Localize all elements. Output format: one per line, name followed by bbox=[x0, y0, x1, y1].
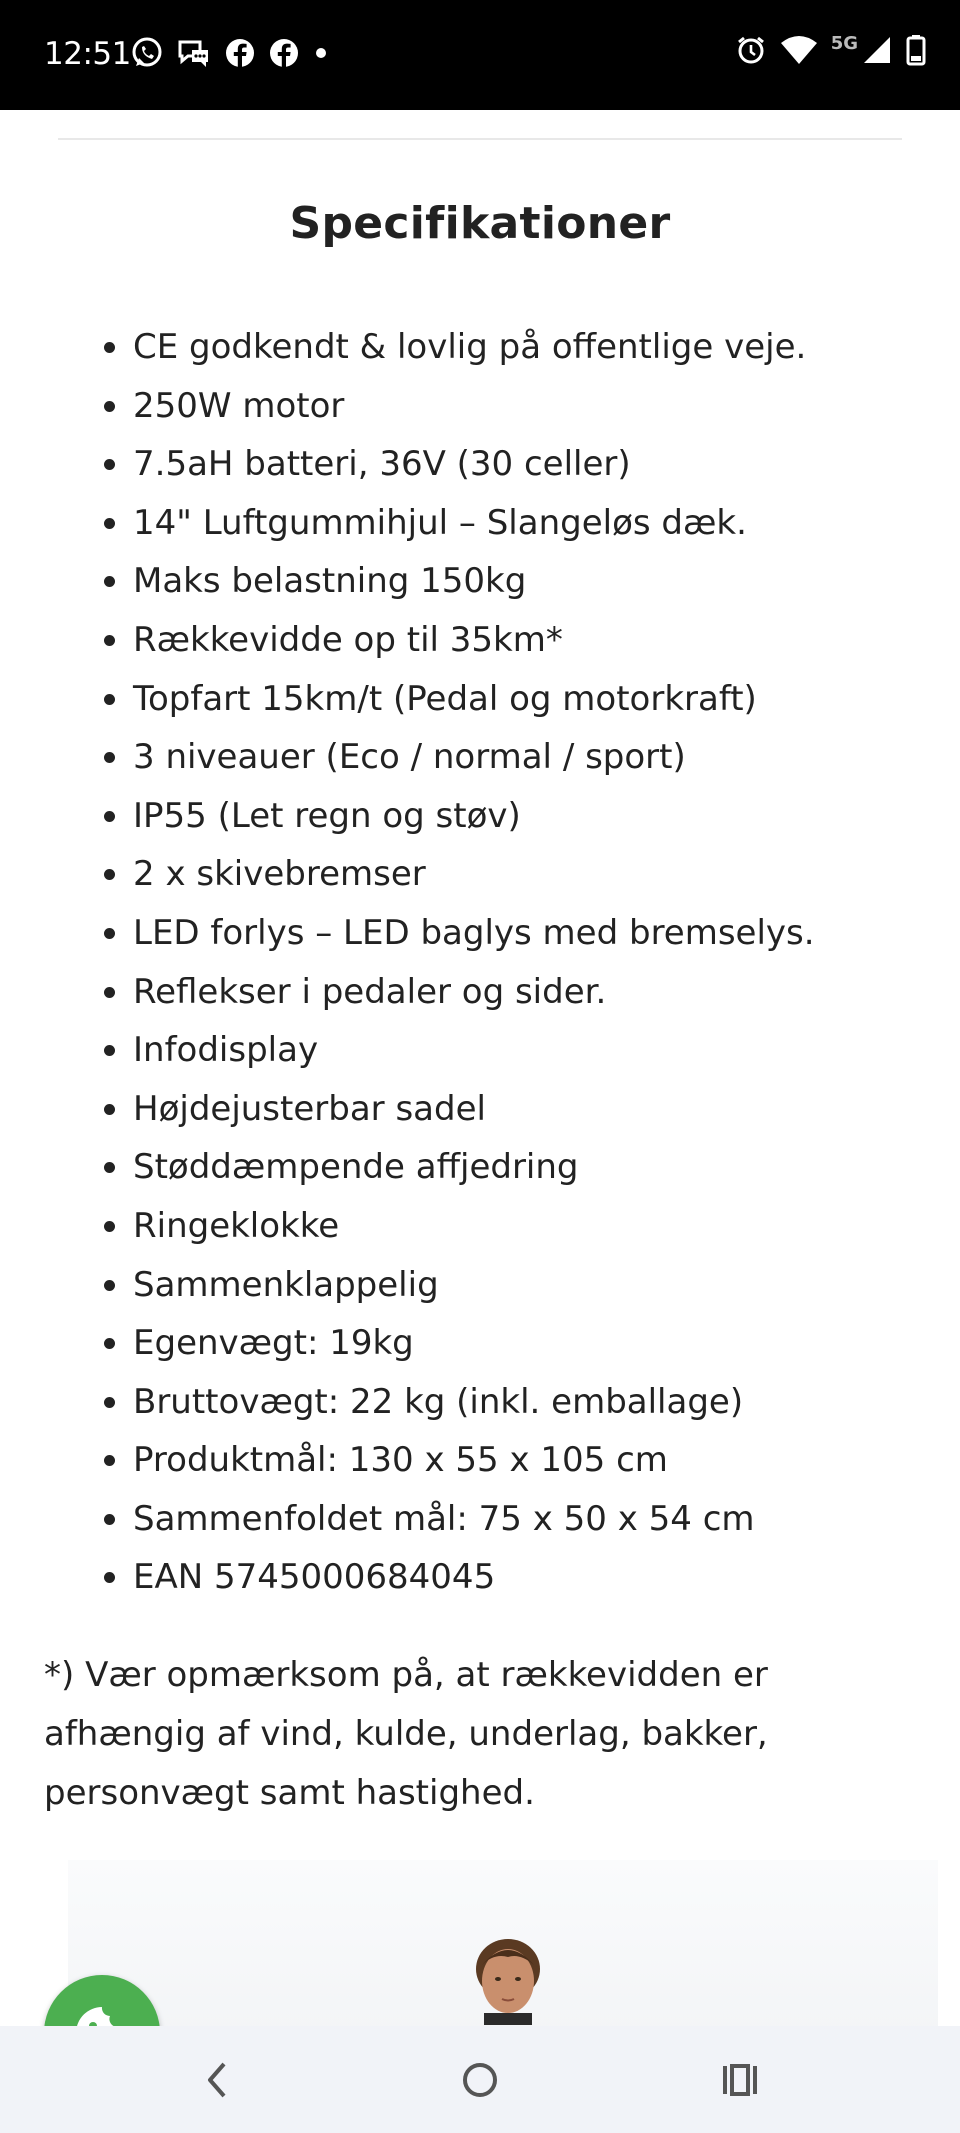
spec-item bbox=[0, 1256, 815, 1315]
spec-text: LED forlys – LED baglys med bremselys. bbox=[133, 912, 815, 953]
spec-text: IP55 (Let regn og støv) bbox=[133, 795, 521, 836]
spec-item bbox=[0, 1314, 815, 1373]
facebook-icon bbox=[268, 37, 300, 69]
bullet-icon bbox=[104, 1455, 115, 1466]
bullet-icon bbox=[104, 576, 115, 587]
spec-item bbox=[0, 1021, 815, 1080]
bullet-icon bbox=[104, 1221, 115, 1232]
spec-item bbox=[0, 1138, 815, 1197]
bullet-icon bbox=[104, 869, 115, 880]
spec-text: 2 x skivebremser bbox=[133, 854, 426, 895]
bullet-icon bbox=[104, 1572, 115, 1583]
spec-item bbox=[0, 787, 815, 846]
cookie-icon bbox=[71, 2002, 133, 2026]
whatsapp-icon bbox=[130, 36, 164, 70]
back-button[interactable] bbox=[187, 2052, 247, 2108]
spec-text: Ringeklokke bbox=[133, 1205, 340, 1246]
spec-item bbox=[0, 845, 815, 904]
spec-text: 14" Luftgummihjul – Slangeløs dæk. bbox=[133, 502, 747, 543]
status-time: 12:51 bbox=[44, 36, 131, 72]
spec-item bbox=[0, 1431, 815, 1490]
spec-item bbox=[0, 963, 815, 1022]
home-button[interactable] bbox=[450, 2052, 510, 2108]
bullet-icon bbox=[104, 518, 115, 529]
spec-text: Produktmål: 130 x 55 x 105 cm bbox=[133, 1440, 668, 1481]
spec-text: 7.5aH batteri, 36V (30 celler) bbox=[133, 444, 631, 485]
home-icon bbox=[460, 2060, 500, 2100]
spec-item bbox=[0, 318, 815, 377]
messenger-icon bbox=[176, 36, 212, 70]
divider bbox=[58, 138, 902, 140]
spec-list bbox=[0, 318, 815, 1607]
spec-text: Højdejusterbar sadel bbox=[133, 1088, 486, 1129]
battery-icon bbox=[906, 34, 926, 66]
facebook-icon bbox=[224, 37, 256, 69]
alarm-icon bbox=[735, 34, 767, 66]
spec-text: EAN 5745000684045 bbox=[133, 1557, 496, 1598]
bullet-icon bbox=[104, 1280, 115, 1291]
wifi-icon bbox=[781, 35, 817, 65]
spec-text: Støddæmpende affjedring bbox=[133, 1147, 579, 1188]
bullet-icon bbox=[104, 1104, 115, 1115]
spec-text: Reflekser i pedaler og sider. bbox=[133, 971, 607, 1012]
page-content[interactable] bbox=[0, 110, 960, 2026]
bullet-icon bbox=[104, 987, 115, 998]
spec-text: 3 niveauer (Eco / normal / sport) bbox=[133, 737, 686, 778]
spec-text: Infodisplay bbox=[133, 1030, 319, 1071]
bullet-icon bbox=[104, 1397, 115, 1408]
spec-text: CE godkendt & lovlig på offentlige veje. bbox=[133, 327, 807, 367]
spec-item bbox=[0, 1548, 815, 1607]
status-bar bbox=[0, 0, 960, 110]
signal-icon bbox=[862, 35, 892, 65]
bullet-icon bbox=[104, 1162, 115, 1173]
bullet-icon bbox=[104, 1514, 115, 1525]
spec-item bbox=[0, 1373, 815, 1432]
spec-text: Sammenfoldet mål: 75 x 50 x 54 cm bbox=[133, 1498, 755, 1539]
spec-item bbox=[0, 377, 815, 436]
bullet-icon bbox=[104, 459, 115, 470]
bullet-icon bbox=[104, 401, 115, 412]
spec-text: Egenvægt: 19kg bbox=[133, 1323, 414, 1364]
recents-button[interactable] bbox=[710, 2052, 770, 2108]
person-image bbox=[468, 1935, 548, 2025]
spec-item bbox=[0, 1197, 815, 1256]
bullet-icon bbox=[104, 342, 115, 353]
back-icon bbox=[202, 2060, 232, 2100]
product-image bbox=[68, 1860, 938, 2026]
spec-item bbox=[0, 494, 815, 553]
bullet-icon bbox=[104, 1045, 115, 1056]
spec-text: 250W motor bbox=[133, 385, 345, 426]
spec-item bbox=[0, 435, 815, 494]
range-footnote: *) Vær opmærksom på, at rækkevidden er afhængig af vind, kulde, underlag, bakker, personvægt samt hastighed. bbox=[44, 1655, 768, 1813]
system-nav-bar bbox=[0, 2026, 960, 2133]
spec-item bbox=[0, 670, 815, 729]
bullet-icon bbox=[104, 811, 115, 822]
notification-icons bbox=[130, 36, 330, 70]
spec-text: Rækkevidde op til 35km* bbox=[133, 619, 563, 660]
system-icons bbox=[735, 34, 926, 66]
spec-item bbox=[0, 552, 815, 611]
section-title: Specifikationer bbox=[289, 198, 671, 249]
bullet-icon bbox=[104, 752, 115, 763]
bullet-icon bbox=[104, 1338, 115, 1349]
dot-icon bbox=[312, 44, 330, 62]
spec-item bbox=[0, 1490, 815, 1549]
spec-text: Topfart 15km/t (Pedal og motorkraft) bbox=[133, 678, 757, 719]
bullet-icon bbox=[104, 928, 115, 939]
bullet-icon bbox=[104, 694, 115, 705]
spec-item bbox=[0, 1080, 815, 1139]
network-type-label: 5G bbox=[830, 32, 858, 54]
spec-item bbox=[0, 904, 815, 963]
bullet-icon bbox=[104, 635, 115, 646]
recents-icon bbox=[720, 2062, 760, 2098]
spec-item bbox=[0, 728, 815, 787]
spec-text: Maks belastning 150kg bbox=[133, 561, 527, 602]
spec-text: Bruttovægt: 22 kg (inkl. emballage) bbox=[133, 1381, 744, 1422]
spec-item bbox=[0, 611, 815, 670]
spec-text: Sammenklappelig bbox=[133, 1264, 439, 1305]
